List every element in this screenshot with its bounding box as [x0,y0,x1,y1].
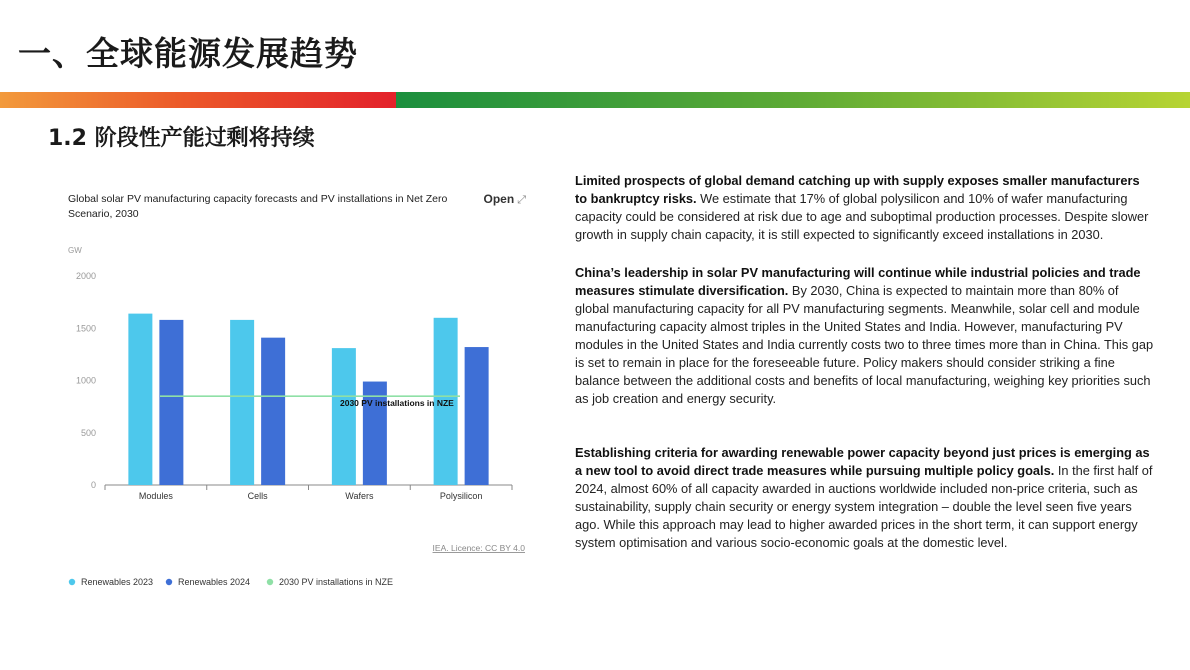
paragraph-china-leadership [575,264,1155,408]
y-tick-label: 1500 [75,323,96,334]
paragraph-heading: China’s leadership in solar PV manufacturing will continue while industrial policies and trade measures stimulate diversification. [575,265,1141,298]
slide-title: 一、全球能源发展趋势 [18,34,358,73]
accent-bar-green-segment [396,92,1190,108]
y-tick-label: 2000 [75,271,96,281]
bar-renewables-2023 [332,348,356,485]
expand-arrows-icon: ⤢ [517,194,526,206]
paragraph-demand-outlook [575,172,1155,244]
legend-label: 2030 PV installations in NZE [279,577,394,587]
chart-title: Global solar PV manufacturing capacity forecasts and PV installations in Net Zero Scenario, 2030 [68,193,448,220]
section-subtitle: 1.2 阶段性产能过剩将持续 [48,126,315,151]
bar-chart [56,180,540,598]
accent-bar-red-segment [0,92,396,108]
paragraph-body: We estimate that 17% of global polysilicon and 10% of wafer manufacturing capacity could be considered at risk due to age and suboptimal production processes. Despite slower growth in supply chain capacity, it is still expected to significantly exceed installations in 2030. [575,191,1149,242]
bar-renewables-2023 [230,320,254,485]
y-tick-label: 500 [80,427,96,438]
legend-label: Renewables 2023 [81,577,154,587]
bar-renewables-2024 [159,320,183,485]
source-licence-link[interactable]: IEA. Licence: CC BY 4.0 [432,543,525,553]
chart-card [56,180,540,598]
x-tick-label: Cells [247,491,268,501]
bar-renewables-2024 [465,347,489,485]
bar-renewables-2024 [363,382,387,485]
reference-line-label: 2030 PV installations in NZE [340,398,454,409]
paragraph-heading: Limited prospects of global demand catching up with supply exposes smaller manufacturers to bankruptcy risks. [575,173,1140,206]
paragraph-heading: Establishing criteria for awarding renewable power capacity beyond just prices is emerging as a new tool to avoid direct trade measures while pursuing multiple policy goals. [575,445,1150,478]
x-tick-label: Polysilicon [439,491,483,501]
bar-renewables-2024 [261,338,285,485]
paragraph-body: In the first half of 2024, almost 60% of all capacity awarded in auctions worldwide included non-price criteria, such as sustainability, supply chain security or energy system integration – double the level seen five years ago. While this approach may lead to higher awarded prices in the short term, it can support energy system optimisation and various socio-economic goals at the domestic level. [575,463,1153,550]
title-accent-bar [0,92,1190,108]
text-column [575,172,1155,552]
bar-renewables-2023 [128,314,152,485]
y-tick-label: 0 [90,480,96,490]
y-tick-label: 1000 [75,375,96,386]
y-axis-unit: GW [68,246,82,255]
legend-label: Renewables 2024 [178,577,251,587]
x-tick-label: Modules [138,491,173,501]
legend-marker [166,579,172,585]
paragraph-body: By 2030, China is expected to maintain more than 80% of global manufacturing capacity for all PV manufacturing segments. Meanwhile, solar cell and module manufacturing capacity almost triples in the United States and India. However, manufacturing PV modules in the United States and India currently costs two to three times more than in China. This gap is set to remain in place for the foreseeable future. Policy makers should consider striking a fine balance between the additional costs and benefits of local manufacturing, weighing key priorities such as job creation and energy security. [575,283,1154,406]
legend-marker [69,579,75,585]
x-tick-label: Wafers [345,491,374,501]
open-chart-button[interactable] [484,192,526,207]
open-label: Open [483,192,515,206]
paragraph-auction-criteria [575,444,1155,552]
legend-marker [267,579,273,585]
